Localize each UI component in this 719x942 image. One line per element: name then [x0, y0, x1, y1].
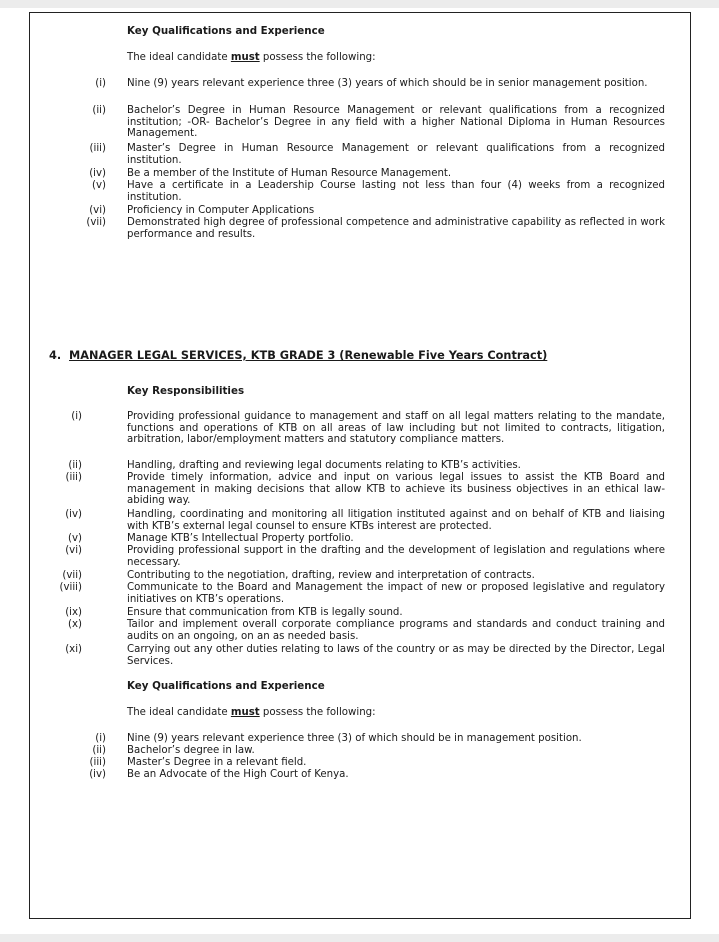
list-text: Contributing to the negotiation, drafting, review and interpretation of contracts. — [127, 570, 535, 581]
list-number: (vii) — [86, 217, 106, 228]
list-text: Nine (9) years relevant experience three (3) years of which should be in senior management position. — [127, 78, 648, 89]
list-text: Manage KTB’s Intellectual Property portfolio. — [127, 533, 354, 544]
list-text: Be an Advocate of the High Court of Kenya. — [127, 769, 349, 780]
list-text: Ensure that communication from KTB is legally sound. — [127, 607, 403, 618]
intro-must: must — [230, 52, 260, 63]
list-text: Handling, drafting and reviewing legal documents relating to KTB’s activities. — [127, 460, 521, 471]
list-number: (iii) — [89, 143, 106, 154]
list-number: (xi) — [65, 644, 82, 655]
list-number: (ii) — [68, 460, 82, 471]
list-text: Carrying out any other duties relating to laws of the country or as may be directed by the Director, Legal Services. — [127, 644, 665, 667]
list-text: Bachelor’s Degree in Human Resource Management or relevant qualifications from a recognized institution; -OR- Bachelor’s Degree in any field with a higher National Diploma in Human Resources Management. — [127, 105, 665, 140]
list-number: (i) — [71, 411, 82, 422]
responsibilities-heading: Key Responsibilities — [127, 385, 245, 397]
qualifications-heading: Key Qualifications and Experience — [127, 680, 325, 692]
list-number: (ix) — [65, 607, 82, 618]
list-text: Communicate to the Board and Management the impact of new or proposed legislative and regulatory initiatives on KTB’s operations. — [127, 582, 665, 605]
list-text: Bachelor’s degree in law. — [127, 745, 255, 756]
list-number: (iii) — [65, 472, 82, 483]
list-text: Demonstrated high degree of professional competence and administrative capability as reflected in work performance and results. — [127, 217, 665, 240]
list-number: (vi) — [89, 205, 106, 216]
list-text: Nine (9) years relevant experience three (3) of which should be in management position. — [127, 733, 582, 744]
list-text: Tailor and implement overall corporate compliance programs and standards and conduct training and audits on an ongoing, on an as needed basis. — [127, 619, 665, 642]
intro-text-end: possess the following: — [259, 52, 376, 63]
list-number: (x) — [68, 619, 82, 630]
qualifications-heading: Key Qualifications and Experience — [127, 25, 325, 37]
intro-text: The ideal candidate — [127, 707, 231, 718]
list-text: Master’s Degree in Human Resource Management or relevant qualifications from a recognized institution. — [127, 143, 665, 166]
intro-text-end: possess the following: — [259, 707, 376, 718]
qualifications-intro — [127, 52, 376, 63]
list-text: Have a certificate in a Leadership Course lasting not less than four (4) weeks from a recognized institution. — [127, 180, 665, 203]
list-number: (v) — [68, 533, 82, 544]
list-text: Master’s Degree in a relevant field. — [127, 757, 307, 768]
list-number: (ii) — [92, 105, 106, 116]
document-page — [0, 8, 719, 934]
list-number: (iii) — [89, 757, 106, 768]
list-number: (vi) — [65, 545, 82, 556]
list-text: Provide timely information, advice and input on various legal issues to assist the KTB Board and management in making decisions that allow KTB to achieve its business objectives in an ethical law-abiding way. — [127, 472, 665, 507]
intro-text: The ideal candidate — [127, 52, 231, 63]
list-number: (i) — [95, 78, 106, 89]
list-number: (iv) — [89, 769, 106, 780]
intro-must: must — [230, 707, 260, 718]
section-number: 4. — [49, 349, 62, 362]
list-number: (ii) — [92, 745, 106, 756]
list-number: (viii) — [59, 582, 82, 593]
list-number: (v) — [92, 180, 106, 191]
list-text: Handling, coordinating and monitoring all litigation instituted against and on behalf of KTB and liaising with KTB’s external legal counsel to ensure KTBs interest are protected. — [127, 509, 665, 532]
list-number: (i) — [95, 733, 106, 744]
section-title-text: MANAGER LEGAL SERVICES, KTB GRADE 3 (Renewable Five Years Contract) — [69, 349, 548, 362]
section-title — [49, 349, 547, 362]
list-text: Proficiency in Computer Applications — [127, 205, 315, 216]
list-number: (iv) — [89, 168, 106, 179]
qualifications-intro — [127, 707, 376, 718]
list-text: Be a member of the Institute of Human Resource Management. — [127, 168, 452, 179]
list-number: (iv) — [65, 509, 82, 520]
list-number: (vii) — [62, 570, 82, 581]
list-text: Providing professional guidance to management and staff on all legal matters relating to the mandate, functions and operations of KTB on all areas of law including but not limited to contracts, litigation, arbitration, labor/employment matters and statutory compliance matters. — [127, 411, 665, 446]
list-text: Providing professional support in the drafting and the development of legislation and regulations where necessary. — [127, 545, 665, 568]
